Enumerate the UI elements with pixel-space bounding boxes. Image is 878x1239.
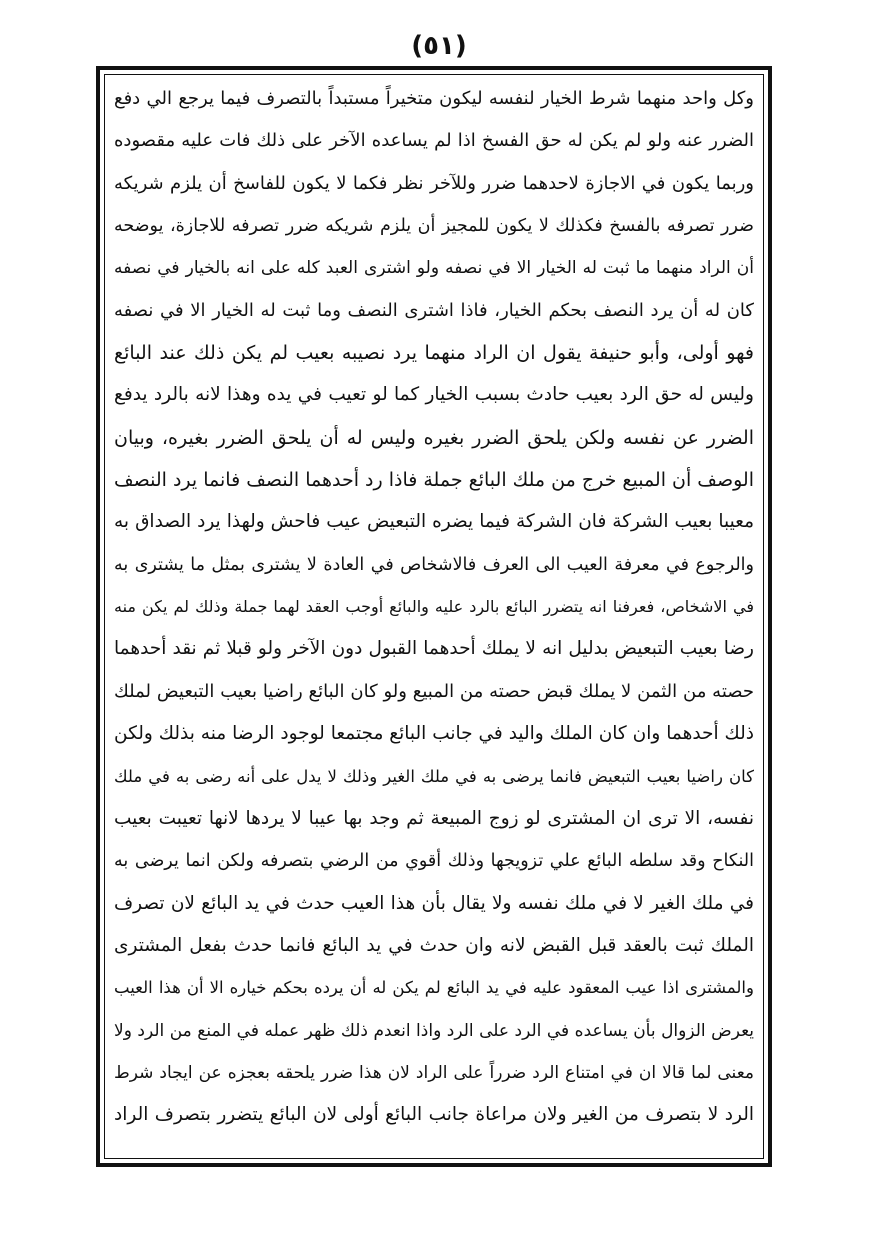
text-line: رضا بعيب التبعيض بدليل انه لا يملك أحدهما القبول دون الآخر ولو قبلا ثم نقد أحدهما — [114, 638, 754, 660]
text-line: الضرر عن نفسه ولكن يلحق الضرر بغيره وليس له أن يلحق الضرر بغيره، وبيان — [114, 426, 754, 449]
page-number: (٥١) — [411, 31, 467, 61]
text-line: ضرر تصرفه بالفسخ فكذلك لا يكون للمجيز أن يلزم شريكه ضرر تصرفه للاجازة، يوضحه — [114, 216, 754, 237]
text-line: والمشترى اذا عيب المعقود عليه في يد البائع لم يكن له أن يرده بحكم خياره الا أن هذا العيب — [114, 978, 754, 998]
text-line: ذلك أحدهما وان كان الملك واليد في جانب البائع مجتمعا لوجود الرضا منه بذلك ولكن — [114, 723, 754, 745]
text-line: في ملك الغير لا في ملك نفسه ولا يقال بأن هذا العيب حدث في يد البائع لان تصرف — [114, 892, 754, 914]
text-line: نفسه، الا ترى ان المشترى لو زوج المبيعة ثم وجد بها عيبا لا يردها لانها تعيبت بعيب — [114, 807, 754, 829]
text-line: الضرر عنه ولو لم يكن له حق الفسخ اذا لم يساعده الآخر على ذلك فات عليه مقصوده — [114, 130, 754, 152]
text-line: معيبا بعيب الشركة فان الشركة فيما يضره التبعيض عيب فاحش ولهذا يرد الصداق به — [114, 511, 754, 533]
text-line: والرجوع في معرفة العيب الى العرف فالاشخاص في العادة لا يشترى بمثل ما يشترى به — [114, 554, 754, 575]
text-line: فهو أولى، وأبو حنيفة يقول ان الراد منهما يرد نصيبه بعيب لم يكن ذلك عند البائع — [114, 342, 754, 365]
text-line: حصته من الثمن لا يملك قبض حصته من المبيع ولو كان البائع راضيا بعيب التبعيض لملك — [114, 680, 754, 702]
text-line: وربما يكون في الاجازة لاحدهما ضرر وللآخر نظر فكما لا يكون للفاسخ أن يلزم شريكه — [114, 172, 754, 194]
text-line: الرد لا بتصرف من الغير ولان مراعاة جانب البائع أولى لان البائع يتضرر بتصرف الراد — [114, 1104, 754, 1126]
text-line: كان راضيا بعيب التبعيض فانما يرضى به في ملك الغير وذلك لا يدل على أنه رضى به في ملك — [114, 766, 754, 786]
text-line: في الاشخاص، فعرفنا انه يتضرر البائع بالرد عليه والبائع أوجب العقد لهما جملة وذلك لم يكن منه — [114, 597, 754, 617]
text-line: معنى لما قالا ان في امتناع الرد ضرراً على الراد لان هذا ضرر يلحقه بعجزه عن ايجاد شرط — [114, 1062, 754, 1083]
text-line: وكل واحد منهما شرط الخيار لنفسه ليكون متخيراً مستبداً بالتصرف فيما يرجع الي دفع — [114, 88, 754, 109]
text-line: يعرض الزوال بأن يساعده في الرد على الرد واذا انعدم ذلك ظهر عمله في المنع من الرد ولا — [114, 1020, 754, 1041]
text-line: النكاح وقد سلطه البائع علي تزويجها وذلك أقوي من الرضي بتصرفه ولكن انما يرضى به — [114, 851, 754, 872]
text-line: الوصف أن المبيع خرج من ملك البائع جملة فاذا رد أحدهما النصف فانما يرد النصف — [114, 469, 754, 492]
text-line: الملك ثبت بالعقد قبل القبض لانه وان حدث في يد البائع فانما حدث بفعل المشترى — [114, 934, 754, 956]
body-text — [108, 78, 760, 1156]
text-line: أن الراد منهما ما ثبت له الخيار الا في نصفه ولو اشترى العبد كله على انه بالخيار في نصفه — [114, 258, 754, 279]
text-line: كان له أن يرد النصف بحكم الخيار، فاذا اشترى النصف وما ثبت له الخيار الا في نصفه — [114, 299, 754, 321]
text-line: وليس له حق الرد بعيب حادث بسبب الخيار كما لو تعيب في يده وهذا لانه بالرد يدفع — [114, 384, 754, 406]
